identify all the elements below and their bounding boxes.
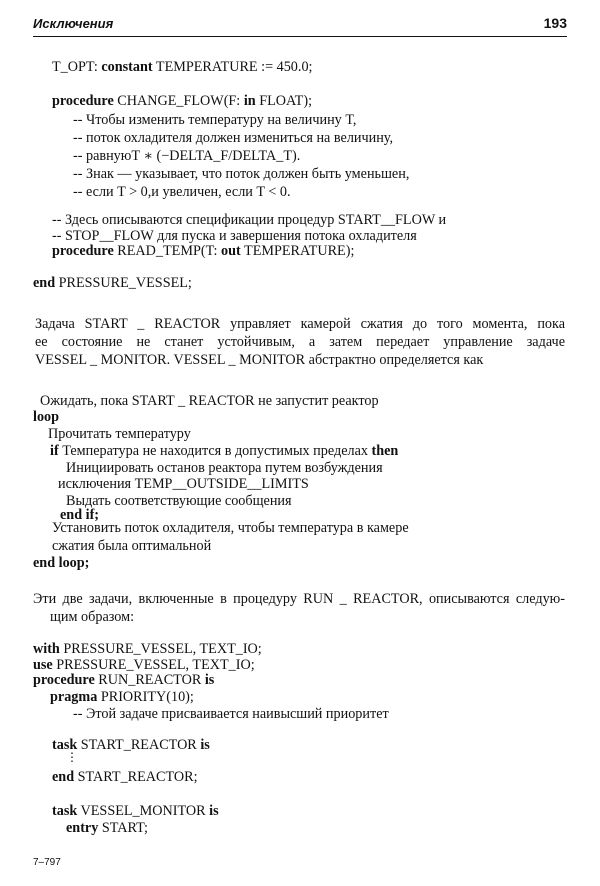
code-comment-7: -- STOP__FLOW для пуска и завершения потока охладителя	[52, 228, 417, 244]
code-comment-6: -- Здесь описываются спецификации процедур START__FLOW и	[52, 212, 447, 228]
code-line-end-start: end START_REACTOR;	[52, 769, 198, 785]
code-line-entry: entry START;	[66, 820, 148, 836]
algo-read: Прочитать температуру	[48, 426, 191, 442]
algo-if: if Температура не находится в допустимых пределах then	[50, 443, 399, 459]
paragraph-2-line-1: Эти две задачи, включенные в процедуру RUN _ REACTOR, описываются следую-	[33, 591, 565, 607]
code-line-task-monitor: task VESSEL_MONITOR is	[52, 803, 219, 819]
code-comment-1: -- Чтобы изменить температуру на величину T,	[73, 112, 357, 128]
algo-wait: Ожидать, пока START _ REACTOR не запустит реактор	[40, 393, 379, 409]
code-comment-3: -- равнуюT ∗ (−DELTA_F/DELTA_T).	[73, 148, 301, 164]
code-comment-5: -- если T > 0,и увеличен, если T < 0.	[73, 184, 291, 200]
paragraph-1-line-2: ее состояние не станет устойчивым, а затем передает управление задаче	[35, 334, 565, 350]
code-line-with: with PRESSURE_VESSEL, TEXT_IO;	[33, 641, 262, 657]
paragraph-1-line-3: VESSEL _ MONITOR. VESSEL _ MONITOR абстрактно определяется как	[35, 352, 484, 368]
code-line-procedure: procedure RUN_REACTOR is	[33, 672, 215, 688]
algo-end-if: end if;	[60, 507, 100, 523]
algo-message: Выдать соответствующие сообщения	[66, 493, 292, 509]
code-line-t-opt: T_OPT: constant TEMPERATURE := 450.0;	[52, 59, 313, 75]
code-comment-2: -- поток охладителя должен измениться на величину,	[73, 130, 394, 146]
algo-init: Инициировать останов реактора путем возбуждения	[66, 460, 383, 476]
code-line-read-temp: procedure READ_TEMP(T: out TEMPERATURE);	[52, 243, 355, 259]
code-line-end-pressure-vessel: end PRESSURE_VESSEL;	[33, 275, 192, 291]
footer-signature: 7–797	[33, 857, 61, 868]
algo-set-flow: Установить поток охладителя, чтобы температура в камере	[52, 520, 409, 536]
code-comment-priority: -- Этой задаче присваивается наивысший приоритет	[73, 706, 389, 722]
paragraph-1-line-1: Задача START _ REACTOR управляет камерой сжатия до того момента, пока	[35, 316, 565, 332]
algo-exception: исключения TEMP__OUTSIDE__LIMITS	[58, 476, 309, 492]
algo-optimal: сжатия была оптимальной	[52, 538, 212, 554]
code-line-pragma: pragma PRIORITY(10);	[50, 689, 194, 705]
code-ellipsis: ⋮	[66, 750, 78, 764]
code-line-change-flow: procedure CHANGE_FLOW(F: in FLOAT);	[52, 93, 313, 109]
algo-loop: loop	[33, 409, 60, 425]
running-header	[33, 14, 567, 37]
chapter-title: Исключения	[33, 16, 114, 31]
page-number: 193	[543, 15, 567, 31]
code-line-task-start: task START_REACTOR is	[52, 737, 210, 753]
paragraph-2-line-2: щим образом:	[50, 609, 135, 625]
algo-end-loop: end loop;	[33, 555, 90, 571]
code-line-use: use PRESSURE_VESSEL, TEXT_IO;	[33, 657, 255, 673]
code-comment-4: -- Знак — указывает, что поток должен быть уменьшен,	[73, 166, 410, 182]
